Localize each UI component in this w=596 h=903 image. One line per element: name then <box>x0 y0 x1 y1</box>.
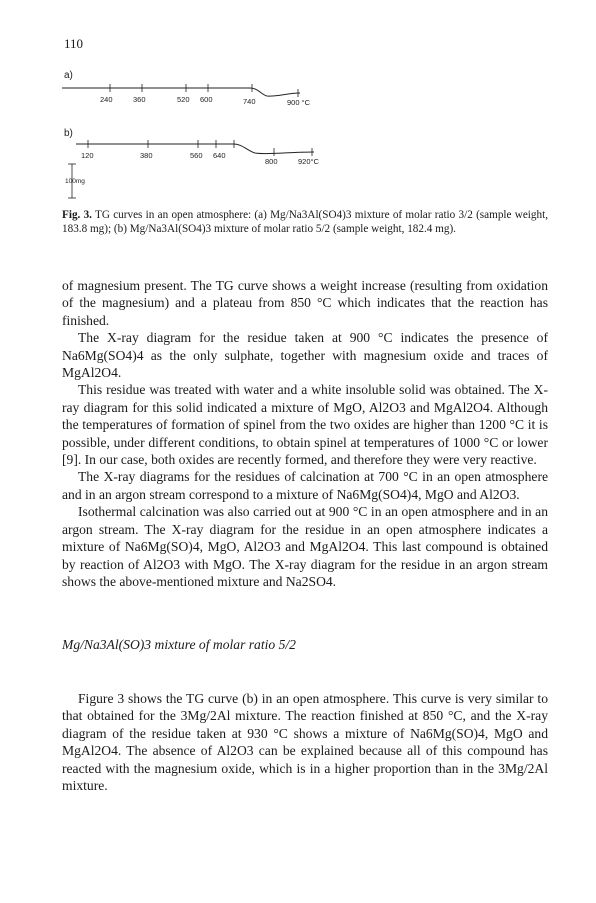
page-number: 110 <box>64 36 84 51</box>
paragraph: This residue was treated with water and a white insoluble solid was obtained. The X-ray diagram for this solid indicated a mixture of MgO, Al2O3 and MgAl2O4. Although the temperatures of formation of spinel from the two oxides are higher than 1200 °C it is possible, under different conditions, to obtain spinel at temperatures of 1000 °C or lower [9]. In our case, both oxides are recently formed, and therefore they were very reactive. <box>62 382 548 468</box>
panel-a-tick-label: 740 <box>243 97 256 106</box>
paragraph: of magnesium present. The TG curve shows a weight increase (resulting from oxidation of the magnesium) and a plateau from 850 °C which indicates that the reaction has finished. <box>62 278 548 328</box>
panel-a-tick-label: 240 <box>100 95 113 104</box>
paragraph: Isothermal calcination was also carried out at 900 °C in an open atmosphere and in an argon stream. The X-ray diagram for the residue in an open atmosphere indicates a mixture of Na6Mg(SO)4, MgO, Al2O3 and MgAl2O4. This last compound is obtained by reaction of Al2O3 with MgO. The X-ray diagram for the residue in an argon stream shows the above-mentioned mixture and Na2SO4. <box>62 504 548 589</box>
caption-label: Fig. 3. <box>62 209 92 221</box>
tg-figure <box>62 62 382 214</box>
panel-b-tick-label: 640 <box>213 151 226 160</box>
panel-a-label: a) <box>64 70 73 81</box>
panel-a-tick-label: 360 <box>133 95 146 104</box>
paragraph: The X-ray diagrams for the residues of calcination at 700 °C in an open atmosphere and in an argon stream correspond to a mixture of Na6Mg(SO4)4, MgO and Al2O3. <box>62 469 548 502</box>
scale-bar-label: 100mg <box>65 178 85 185</box>
section-heading: Mg/Na3Al(SO)3 mixture of molar ratio 5/2 <box>62 637 296 652</box>
body-text-2 <box>62 690 548 794</box>
tg-curves-svg <box>62 62 382 214</box>
paragraph: The X-ray diagram for the residue taken at 900 °C indicates the presence of Na6Mg(SO4)4 as the only sulphate, together with magnesium oxide and traces of MgAl2O4. <box>62 330 548 381</box>
panel-a-tick-label: 900 °C <box>287 98 311 107</box>
body-text <box>62 277 548 590</box>
paragraph: Figure 3 shows the TG curve (b) in an open atmosphere. This curve is very similar to that obtained for the 3Mg/2Al mixture. The reaction finished at 850 °C, and the X-ray diagram of the residue taken at 930 °C shows a mixture of Na6Mg(SO)4, MgO and MgAl2O4. The absence of Al2O3 can be explained because all of this compound has reacted with the magnesium oxide, which is in a higher proportion than in the 3Mg/2Al mixture. <box>62 691 548 794</box>
panel-b-label: b) <box>64 128 73 139</box>
figure-caption <box>62 208 548 237</box>
panel-b-tick-label: 120 <box>81 151 94 160</box>
caption-text: TG curves in an open atmosphere: (a) Mg/Na3Al(SO4)3 mixture of molar ratio 3/2 (sample weight, 183.8 mg); (b) Mg/Na3Al(SO4)3 mixture of molar ratio 5/2 (sample weight, 182.4 mg). <box>62 209 548 236</box>
panel-a-tick-label: 600 <box>200 95 213 104</box>
panel-b-tick-label: 920°C <box>298 157 319 166</box>
panel-b-tick-label: 800 <box>265 157 278 166</box>
panel-a-tick-label: 520 <box>177 95 190 104</box>
panel-b-tick-label: 380 <box>140 151 153 160</box>
panel-b-tick-label: 560 <box>190 151 203 160</box>
